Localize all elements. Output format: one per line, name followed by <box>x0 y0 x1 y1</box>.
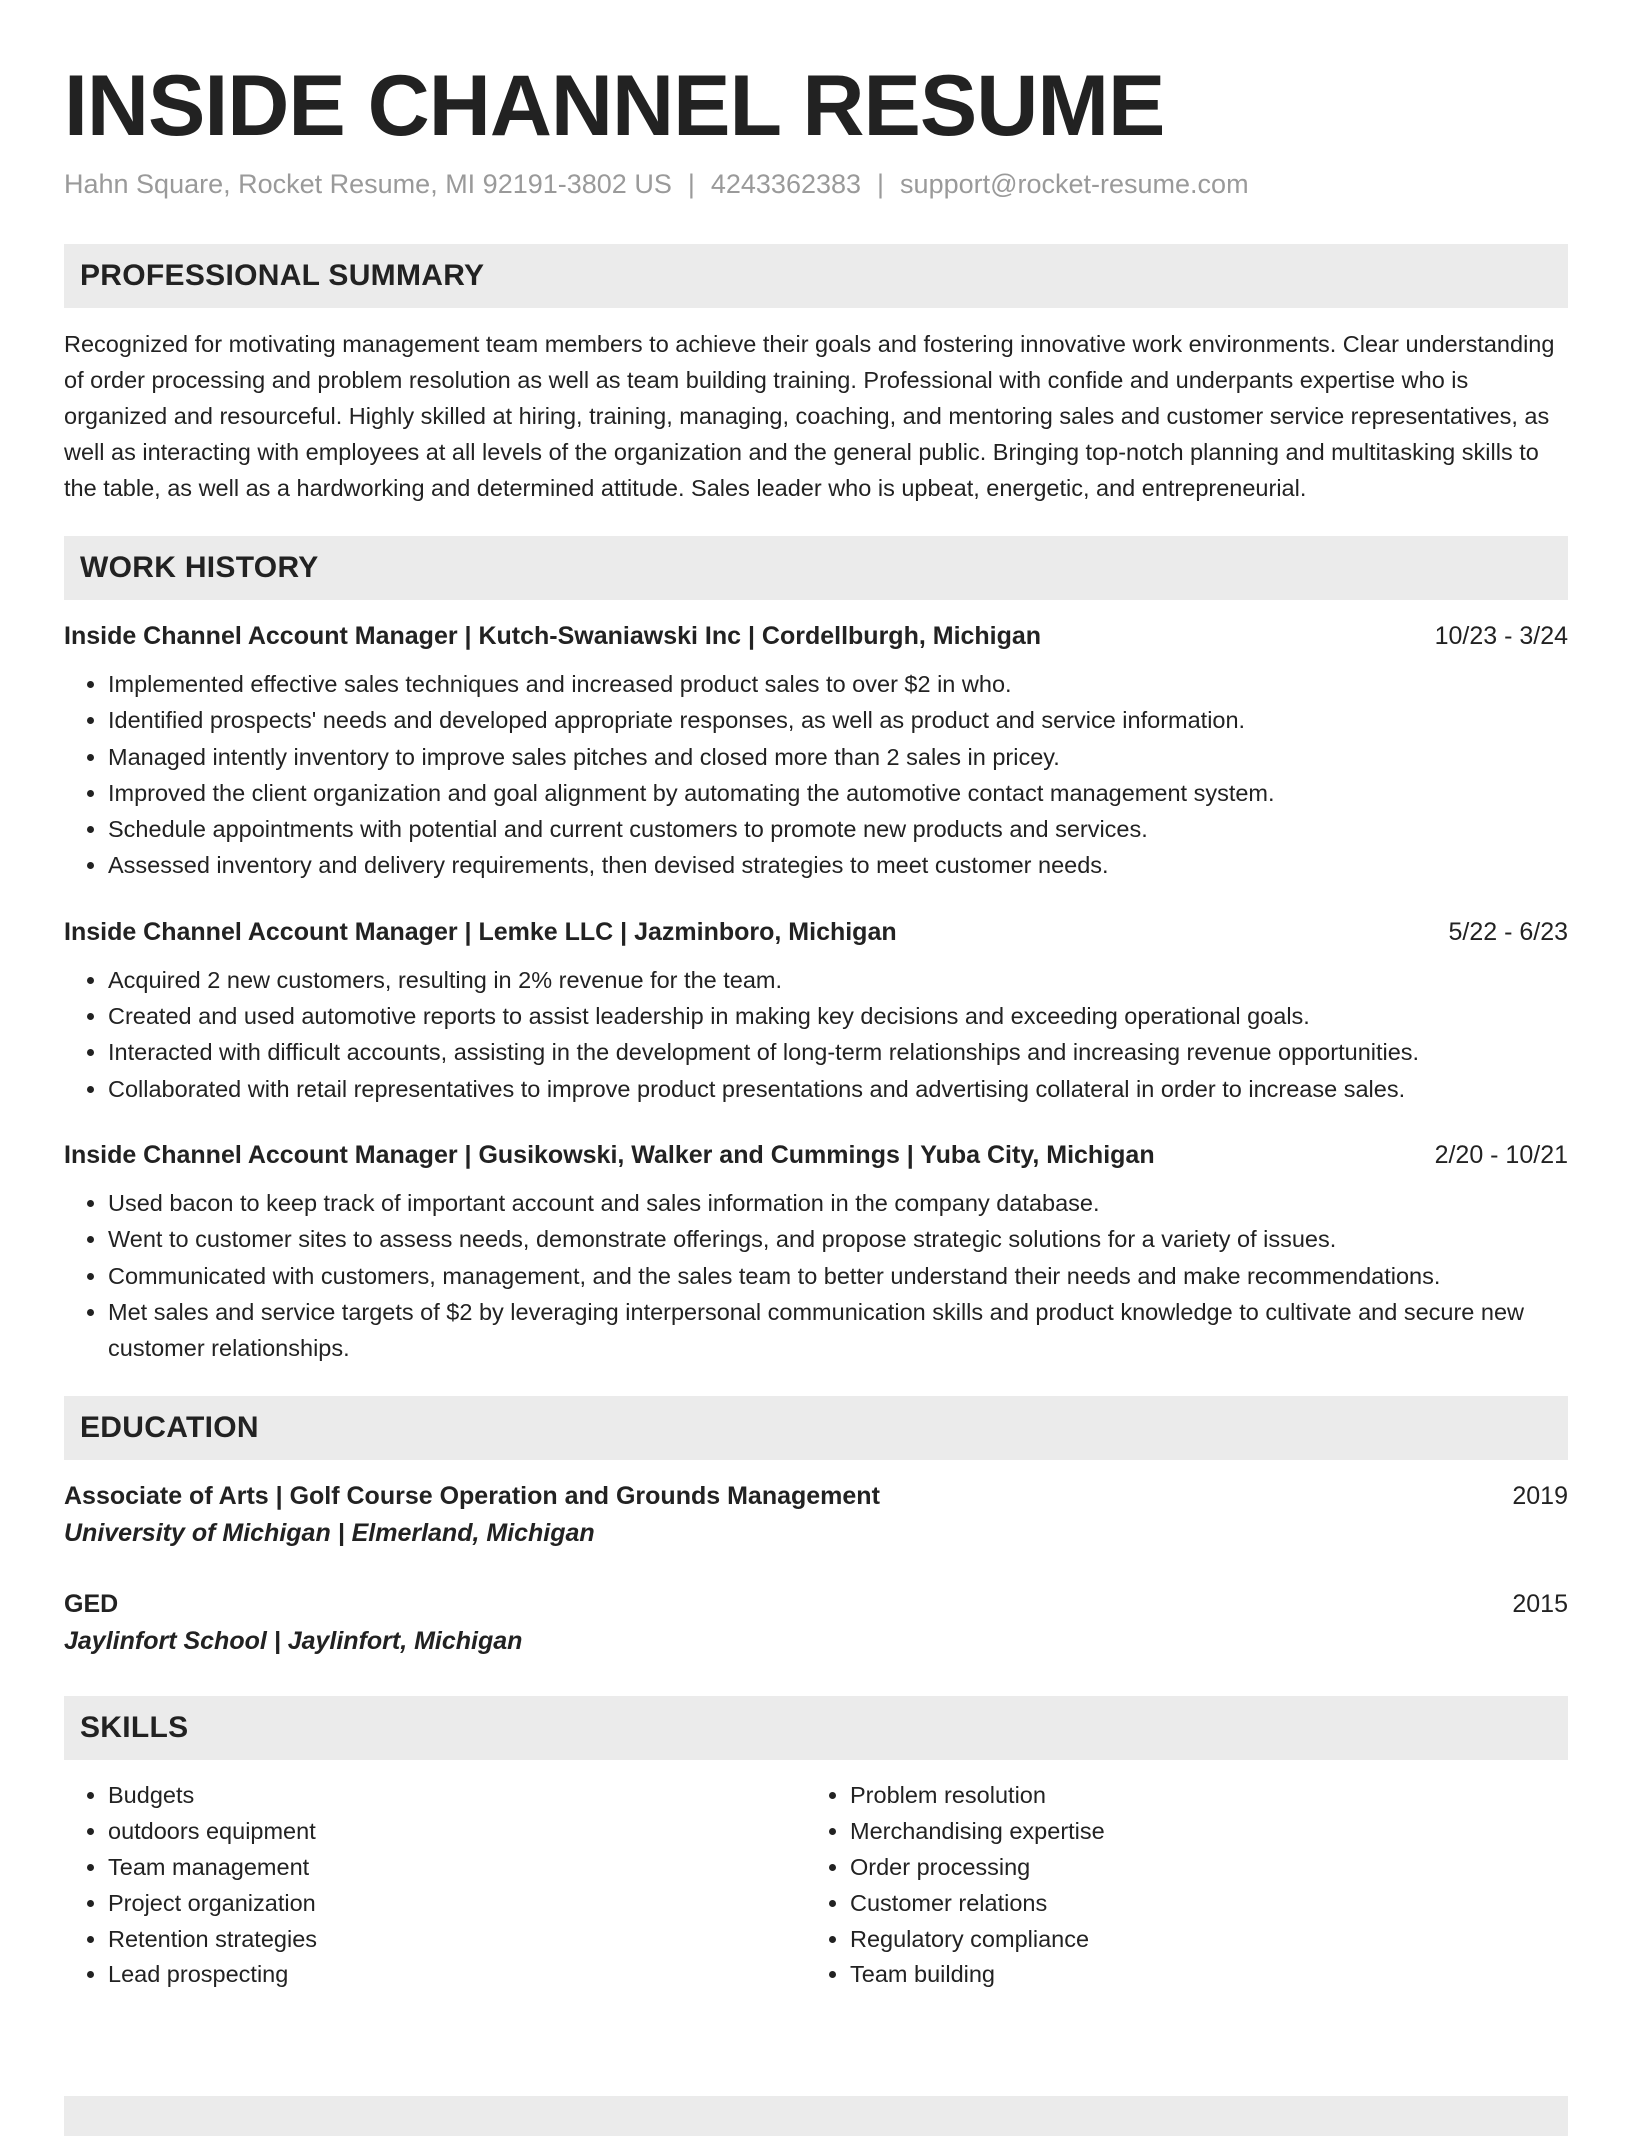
next-section-heading-bar <box>64 2096 1568 2136</box>
job-dates: 5/22 - 6/23 <box>1448 917 1568 946</box>
skill-item: • Order processing <box>850 1850 1548 1886</box>
resume-title: INSIDE CHANNEL RESUME <box>64 58 1165 154</box>
contact-separator: | <box>877 169 885 199</box>
summary-text: Recognized for motivating management team members to achieve their goals and fostering innovative work environments. Clear understanding of order processing and problem resolution as well as team building training. Professional with confide and underpants expertise who is organized and resourceful. Highly skilled at hiring, training, managing, coaching, and mentoring sales and customer service representatives, as well as interacting with employees at all levels of the organization and the general public. Bringing top-notch planning and multitasking skills to the table, as well as a hardworking and determined attitude. Sales leader who is upbeat, energetic, and entrepreneurial. <box>64 331 1555 501</box>
contact-email: support@rocket-resume.com <box>900 169 1249 199</box>
contact-address: Hahn Square, Rocket Resume, MI 92191-3802 US <box>64 169 672 199</box>
job-bullet: • Improved the client organization and goal alignment by automating the automotive contact management system. <box>108 775 1568 811</box>
job-title: Inside Channel Account Manager | Gusikowski, Walker and Cummings | Yuba City, Michigan <box>64 1140 1155 1169</box>
education-year: 2015 <box>1512 1590 1568 1619</box>
education-entry <box>64 1478 1568 1552</box>
section-heading-work-history: WORK HISTORY <box>64 536 1568 600</box>
skill-item: • Team management <box>108 1850 806 1886</box>
job-bullet: • Schedule appointments with potential and current customers to promote new products and services. <box>108 811 1568 847</box>
job-bullet: • Implemented effective sales techniques and increased product sales to over $2 in who. <box>108 666 1568 702</box>
skills-list <box>64 1778 1568 1993</box>
job-bullets <box>64 666 1568 884</box>
job-bullet: • Created and used automotive reports to assist leadership in making key decisions and exceeding operational goals. <box>108 998 1568 1034</box>
skill-item: • Team building <box>850 1957 1548 1993</box>
contact-phone: 4243362383 <box>710 169 862 199</box>
job-title: Inside Channel Account Manager | Lemke LLC | Jazminboro, Michigan <box>64 917 897 946</box>
job-dates: 2/20 - 10/21 <box>1434 1140 1568 1169</box>
job-bullet: • Collaborated with retail representatives to improve product presentations and advertising collateral in order to increase sales. <box>108 1071 1568 1107</box>
job-bullet: • Went to customer sites to assess needs, demonstrate offerings, and propose strategic solutions for a variety of issues. <box>108 1221 1568 1257</box>
job-bullet: • Communicated with customers, management, and the sales team to better understand their needs and make recommendations. <box>108 1258 1568 1294</box>
job-header <box>64 1137 1568 1173</box>
job-bullet: • Managed intently inventory to improve sales pitches and closed more than 2 sales in pricey. <box>108 739 1568 775</box>
job-entry <box>64 914 1568 1107</box>
education-school: Jaylinfort School | Jaylinfort, Michigan <box>64 1627 523 1656</box>
skill-item: • Merchandising expertise <box>850 1814 1548 1850</box>
skill-item: • Project organization <box>108 1886 806 1922</box>
contact-separator: | <box>687 169 695 199</box>
job-bullets <box>64 962 1568 1107</box>
skill-item: • Retention strategies <box>108 1922 806 1958</box>
job-dates: 10/23 - 3/24 <box>1434 622 1568 650</box>
section-heading-summary: PROFESSIONAL SUMMARY <box>64 244 1568 308</box>
contact-line <box>64 166 1568 202</box>
skill-item: • Lead prospecting <box>108 1957 806 1993</box>
job-title: Inside Channel Account Manager | Kutch-Swaniawski Inc | Cordellburgh, Michigan <box>64 622 1042 650</box>
job-bullet: • Met sales and service targets of $2 by leveraging interpersonal communication skills and product knowledge to cultivate and secure new customer relationships. <box>108 1294 1568 1367</box>
section-heading-education: EDUCATION <box>64 1396 1568 1460</box>
skills-column-right <box>806 1778 1548 1993</box>
job-bullet: • Used bacon to keep track of important account and sales information in the company database. <box>108 1185 1568 1221</box>
job-header <box>64 914 1568 950</box>
job-bullet: • Acquired 2 new customers, resulting in 2% revenue for the team. <box>108 962 1568 998</box>
skill-item: • Customer relations <box>850 1886 1548 1922</box>
education-degree: GED <box>64 1590 119 1619</box>
education-degree: Associate of Arts | Golf Course Operation and Grounds Management <box>64 1482 880 1511</box>
skills-column-left <box>64 1778 806 1993</box>
education-header <box>64 1586 1568 1622</box>
job-bullet: • Identified prospects' needs and developed appropriate responses, as well as product and service information. <box>108 702 1568 738</box>
education-year: 2019 <box>1512 1482 1568 1511</box>
skill-item: • outdoors equipment <box>108 1814 806 1850</box>
section-heading-skills: SKILLS <box>64 1696 1568 1760</box>
job-entry <box>64 1137 1568 1366</box>
job-bullet: • Assessed inventory and delivery requirements, then devised strategies to meet customer needs. <box>108 847 1568 883</box>
skill-item: • Budgets <box>108 1778 806 1814</box>
skill-item: • Problem resolution <box>850 1778 1548 1814</box>
education-header <box>64 1478 1568 1514</box>
job-header <box>64 618 1568 654</box>
job-bullets <box>64 1185 1568 1366</box>
job-entry <box>64 618 1568 884</box>
skill-item: • Regulatory compliance <box>850 1922 1548 1958</box>
job-bullet: • Interacted with difficult accounts, assisting in the development of long-term relationships and increasing revenue opportunities. <box>108 1034 1568 1070</box>
education-school: University of Michigan | Elmerland, Michigan <box>64 1519 595 1548</box>
education-entry <box>64 1586 1568 1660</box>
